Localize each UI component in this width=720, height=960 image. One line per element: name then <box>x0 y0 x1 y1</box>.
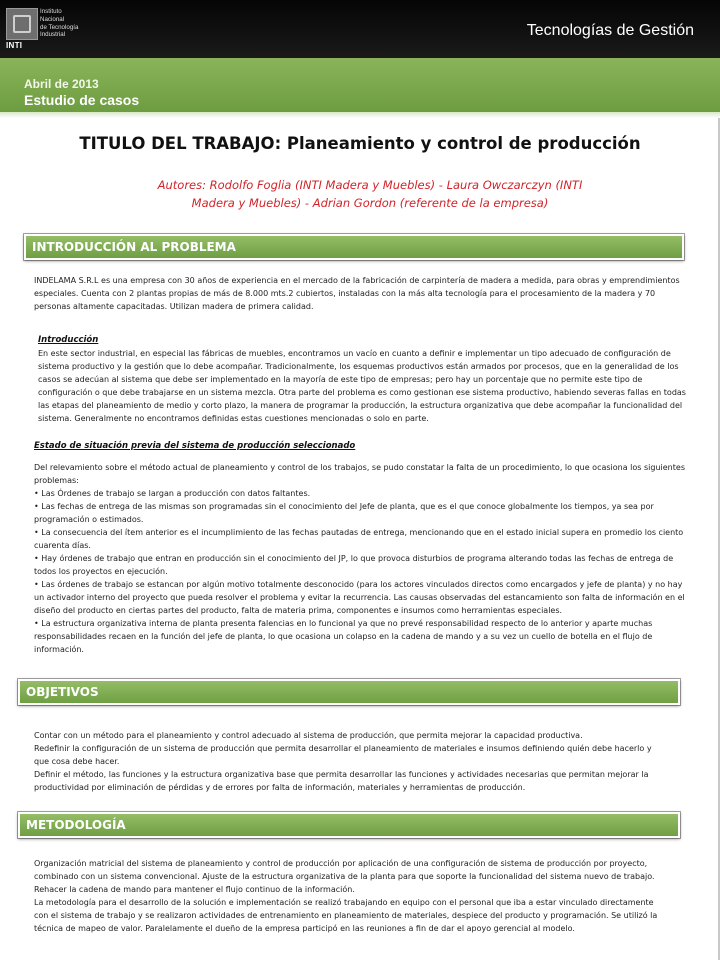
header-bar <box>0 0 720 59</box>
methodology-block <box>34 857 662 935</box>
intro-company-text: INDELAMA S.R.L es una empresa con 30 años de experiencia en el mercado de la fabricación de carpintería de madera a medida, para obras y emprendimientos especiales. Cuenta con 2 plantas propias de más de 8.000 mts.2 cubiertos, instaladas con la más alta tecnología para el procesamiento de la madera y 70 personas altamente capacitadas. Utilizan madera de primera calidad. <box>34 276 680 311</box>
methodology-line: Organización matricial del sistema de planeamiento y control de producción por aplicación de una configuración de sistema de producción por proyecto, combinado con un sistema convencional. Ajuste de la estructura organizativa de la planta para que soporte la funcionalidad del sistema nuevo de trabajo. Rehacer la cadena de mando para mantener el flujo continuo de la información. <box>34 859 655 894</box>
list-item: • La consecuencia del ítem anterior es el incumplimiento de las fechas pautadas de entrega, mencionando que en el estado inicial supera en promedio los ciento cuarenta días. <box>34 528 684 550</box>
banner-fade <box>0 112 720 118</box>
logo-acronym: INTI <box>6 41 23 50</box>
banner <box>0 58 720 118</box>
state-intro: Del relevamiento sobre el método actual de planeamiento y control de los trabajos, se pudo constatar la falta de un procedimiento, lo que ocasiona los siguientes problemas: <box>34 463 685 485</box>
banner-series: Estudio de casos <box>24 92 140 108</box>
list-item: • Las Órdenes de trabajo se largan a producción con datos faltantes. <box>34 489 311 498</box>
state-title: Estado de situación previa del sistema de producción seleccionado <box>34 441 356 451</box>
intro-block <box>38 334 690 425</box>
inti-logo[interactable] <box>6 8 84 52</box>
intro-subtitle: Introducción <box>38 335 99 345</box>
authors: Autores: Rodolfo Foglia (INTI Madera y Muebles) - Laura Owczarczyn (INTI Madera y Muebles) - Adrian Gordon (referente de la empresa) <box>157 178 583 210</box>
list-item: • La estructura organizativa interna de planta presenta falencias en lo funcional ya que no prevé responsabilidad respecto de lo anterior y aparte muchas responsabilidades recaen en la función del jefe de planta, lo que ocasiona un colapso en la cadena de mando y a su vez un cuello de botella en el flujo de información. <box>34 619 653 654</box>
spacer <box>34 453 694 461</box>
section-heading-methodology: METODOLOGÍA <box>18 812 680 838</box>
page-title: TITULO DEL TRABAJO: Planeamiento y control de producción <box>79 134 641 153</box>
intro-body: En este sector industrial, en especial las fábricas de muebles, encontramos un vacío en cuanto a definir e implementar un tipo adecuado de configuración de sistema productivo y la gestión que lo debe acompañar. Tradicionalmente, los esquemas productivos están armados por procesos, que en la generalidad de los casos se adecúan al sistema que debe ser implementado en la mayoría de este tipo de empresas; pero hay un porcentaje que no permite este tipo de configuración o que debe trabajarse en un sistema mezcla. Otra parte del problema es como gestionan ese sistema productivo, habiendo severas fallas en todas las etapas del planeamiento de medio y corto plazo, la manera de programar la producción, la estructura organizativa que debe acompañar la funcionalidad del sistema. Generalmente no encontramos definidas estas cuestiones mencionadas o solo en parte. <box>38 349 686 423</box>
logo-institution-name: Instituto Nacional de Tecnología Industrial <box>40 8 79 39</box>
brand-title: Tecnologías de Gestión <box>526 22 694 39</box>
banner-date: Abril de 2013 <box>24 77 99 91</box>
section-heading-objectives: OBJETIVOS <box>18 679 680 705</box>
list-item: • Las órdenes de trabajo se estancan por algún motivo totalmente desconocido (para los actores vinculados directos como encargados y jefe de planta) y no hay un activador interno del proyecto que pueda resolver el problema y evitar la recurrencia. Las causas observadas del estancamiento son falta de información en el diseño del producto en ciertas partes del producto, falta de materia prima, componentes e insumos como herramientas especiales. <box>34 580 685 615</box>
objective-line: Definir el método, las funciones y la estructura organizativa base que permita desarrollar las funciones y actividades necesarias que permitan mejorar la productividad por eliminación de pérdidas y de errores por falta de información, materiales y herramientas de producción. <box>34 770 649 792</box>
objectives-block <box>34 729 660 794</box>
state-block <box>34 440 694 656</box>
inti-logo-icon <box>6 8 38 40</box>
list-item: • Las fechas de entrega de las mismas son programadas sin el conocimiento del Jefe de planta, que es el que conoce globalmente los tiempos, ya sea por programación o estimados. <box>34 502 654 524</box>
methodology-line: La metodología para el desarrollo de la solución e implementación se realizó trabajando en equipo con el personal que iba a estar vinculado directamente con el sistema de trabajo y se realizaron actividades de entrenamiento en planeamiento de materiales, despiece del producto y programación. Se utilizó la técnica de mapeo de valor. Paralelamente el dueño de la empresa participó en las reuniones a fin de dar el apoyo gerencial al modelo. <box>34 898 658 933</box>
objective-line: Redefinir la configuración de un sistema de producción que permita desarrollar el planeamiento de materiales e insumos definiendo quién debe hacerlo y que cosa debe hacer. <box>34 744 652 766</box>
objective-line: Contar con un método para el planeamiento y control adecuado al sistema de producción, que permita mejorar la capacidad productiva. <box>34 731 583 740</box>
section-heading-intro: INTRODUCCIÓN AL PROBLEMA <box>24 234 684 260</box>
list-item: • Hay órdenes de trabajo que entran en producción sin el conocimiento del JP, lo que provoca disturbios de programa alterando todas las fechas de entrega de todos los proyectos en ejecución. <box>34 554 674 576</box>
